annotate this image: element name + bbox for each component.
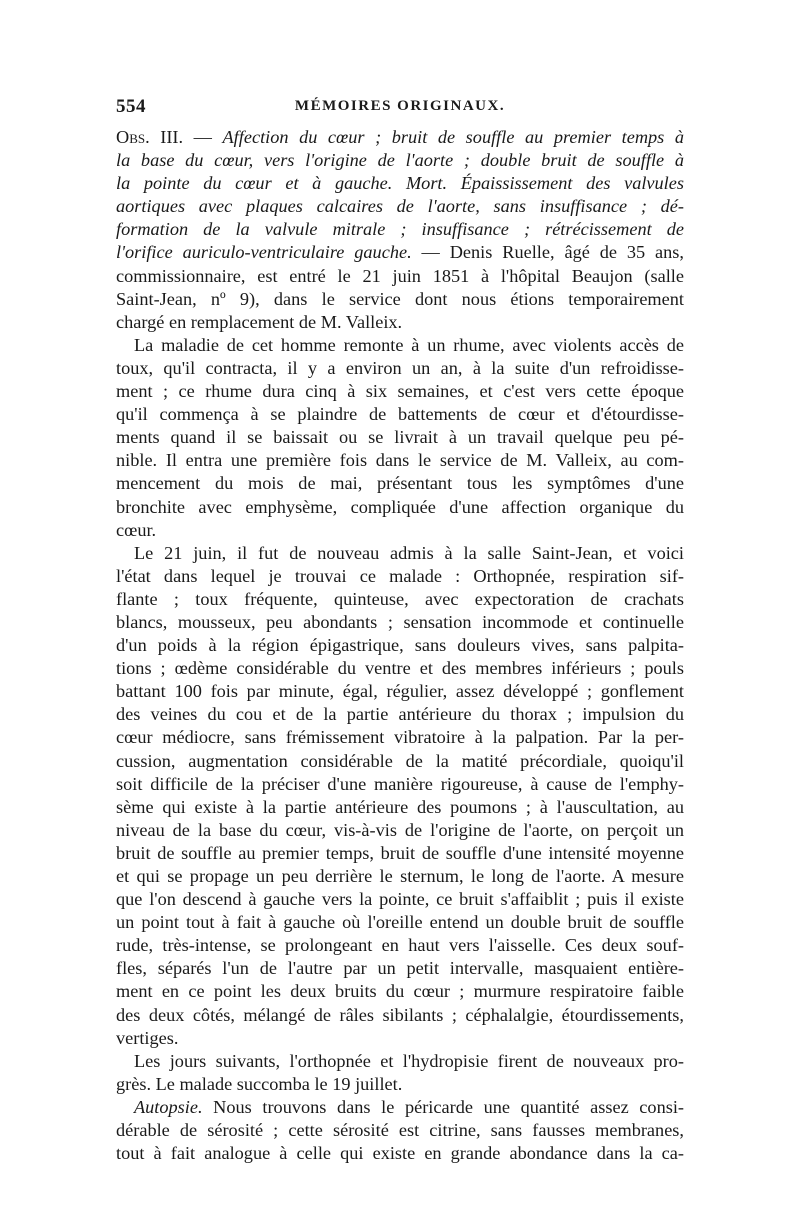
text-segment: commissionnaire, est entré le 21 juin 1851 à l'hôpital Beaujon (salle — [116, 265, 684, 286]
text-line — [116, 888, 684, 911]
text-line — [116, 519, 684, 542]
text-line — [116, 980, 684, 1003]
text-segment: Le 21 juin, il fut de nouveau admis à la salle Saint-Jean, et voici — [134, 542, 684, 563]
text-segment: tout à fait analogue à celle qui existe en grande abondance dans la ca- — [116, 1143, 684, 1164]
text-segment: blancs, mousseux, peu abondants ; sensation incommode et continuelle — [116, 611, 684, 632]
text-segment: toux, qu'il contracta, il y a environ un an, à la suite d'un refroidisse- — [116, 357, 684, 378]
text-segment: battant 100 fois par minute, égal, régulier, assez développé ; gonflement — [116, 681, 684, 702]
text-segment: chargé en remplacement de M. Valleix. — [116, 311, 403, 332]
text-line — [116, 542, 684, 565]
text-line — [116, 565, 684, 588]
text-line — [116, 380, 684, 403]
text-line — [116, 1073, 684, 1096]
text-segment: la pointe du cœur et à gauche. Mort. Épaississement des valvules — [116, 173, 684, 194]
text-line — [116, 472, 684, 495]
text-segment: l'orifice auriculo-ventriculaire gauche. — [116, 242, 422, 263]
text-segment: des deux côtés, mélangé de râles sibilants ; céphalalgie, étourdissements, — [116, 1004, 684, 1025]
text-line — [116, 957, 684, 980]
text-line — [116, 703, 684, 726]
text-segment: qu'il commença à se plaindre de battements de cœur et d'étourdisse- — [116, 404, 684, 425]
text-segment: Nous trouvons dans le péricarde une quantité assez consi- — [213, 1096, 684, 1117]
text-segment: Obs. III. — — [116, 127, 223, 147]
text-segment: sème qui existe à la partie antérieure des poumons ; à l'auscultation, au — [116, 796, 684, 817]
text-segment: — Denis Ruelle, âgé de 35 ans, — [421, 242, 684, 263]
text-line — [116, 657, 684, 680]
text-line — [116, 1050, 684, 1073]
text-segment: niveau de la base du cœur, vis-à-vis de l'origine de l'aorte, on perçoit un — [116, 819, 684, 840]
text-line — [116, 680, 684, 703]
text-segment: La maladie de cet homme remonte à un rhume, avec violents accès de — [134, 334, 684, 355]
text-line — [116, 241, 684, 264]
text-segment: mencement du mois de mai, présentant tous les symptômes d'une — [116, 473, 684, 494]
text-segment: cussion, augmentation considérable de la matité précordiale, quoiqu'il — [116, 750, 684, 771]
text-line — [116, 265, 684, 288]
text-segment: la base du cœur, vers l'origine de l'aorte ; double bruit de souffle à — [116, 150, 684, 171]
text-line — [116, 773, 684, 796]
text-segment: grès. Le malade succomba le 19 juillet. — [116, 1073, 403, 1094]
text-line — [116, 1119, 684, 1142]
text-line — [116, 357, 684, 380]
text-segment: et qui se propage un peu derrière le sternum, le long de l'aorte. A mesure — [116, 866, 684, 886]
text-line — [116, 149, 684, 172]
text-line — [116, 634, 684, 657]
text-segment: aortiques avec plaques calcaires de l'aorte, sans insuffisance ; dé- — [116, 196, 684, 217]
text-line — [116, 1096, 684, 1119]
text-segment: Saint-Jean, nº 9), dans le service dont nous étions temporairement — [116, 288, 684, 309]
text-segment: un point tout à fait à gauche où l'oreille entend un double bruit de souffle — [116, 912, 684, 933]
text-segment: rude, très-intense, se prolongeant en haut vers l'aisselle. Ces deux souf- — [116, 935, 684, 956]
text-segment: bronchite avec emphysème, compliquée d'une affection organique du — [116, 496, 684, 517]
text-segment: soit difficile de la préciser d'une manière rigoureuse, à cause de l'emphy- — [116, 773, 684, 794]
text-line — [116, 911, 684, 934]
text-line — [116, 449, 684, 472]
text-segment: cœur médiocre, sans frémissement vibratoire à la palpation. Par la per- — [116, 727, 684, 748]
text-line — [116, 611, 684, 634]
body-text — [116, 126, 684, 1165]
text-line — [116, 218, 684, 241]
text-line — [116, 1004, 684, 1027]
text-line — [116, 403, 684, 426]
text-line — [116, 934, 684, 957]
text-segment: vertiges. — [116, 1027, 179, 1048]
text-line — [116, 796, 684, 819]
page-header — [116, 96, 684, 124]
text-segment: ments quand il se baissait ou se livrait à un travail quelque peu pé- — [116, 427, 684, 448]
text-line — [116, 311, 684, 334]
text-segment: d'un poids à la région épigastrique, sans douleurs vives, sans palpita- — [116, 635, 684, 656]
text-segment: ment en ce point les deux bruits du cœur ; murmure respiratoire faible — [116, 981, 684, 1002]
text-line — [116, 588, 684, 611]
text-segment: formation de la valvule mitrale ; insuffisance ; rétrécissement de — [116, 219, 684, 240]
text-segment: dérable de sérosité ; cette sérosité est citrine, sans fausses membranes, — [116, 1120, 684, 1141]
text-segment: l'état dans lequel je trouvai ce malade : Orthopnée, respiration sif- — [116, 565, 684, 586]
text-line — [116, 334, 684, 357]
text-segment: flante ; toux fréquente, quinteuse, avec expectoration de crachats — [116, 588, 684, 609]
text-line — [116, 1027, 684, 1050]
text-line — [116, 726, 684, 749]
text-segment: des veines du cou et de la partie antérieure du thorax ; impulsion du — [116, 704, 684, 725]
text-line — [116, 426, 684, 449]
text-segment: nible. Il entra une première fois dans le service de M. Valleix, au com- — [116, 450, 684, 471]
text-line — [116, 750, 684, 773]
text-segment: que l'on descend à gauche vers la pointe, ce bruit s'affaiblit ; puis il existe — [116, 889, 684, 910]
text-segment: bruit de souffle au premier temps, bruit de souffle d'une intensité moyenne — [116, 842, 684, 863]
text-segment: Les jours suivants, l'orthopnée et l'hydropisie firent de nouveaux pro- — [134, 1050, 684, 1071]
text-line — [116, 496, 684, 519]
text-line — [116, 1142, 684, 1165]
text-line — [116, 842, 684, 865]
page-number: 554 — [116, 96, 146, 117]
text-line — [116, 819, 684, 842]
text-segment: fles, séparés l'un de l'autre par un petit intervalle, masquaient entière- — [116, 958, 684, 979]
text-segment: Autopsie. — [134, 1096, 214, 1117]
text-line — [116, 195, 684, 218]
running-title: MÉMOIRES ORIGINAUX. — [294, 98, 506, 114]
text-line — [116, 865, 684, 888]
text-segment: ment ; ce rhume dura cinq à six semaines, et c'est vers cette époque — [116, 381, 684, 402]
text-line — [116, 288, 684, 311]
text-line — [116, 172, 684, 195]
text-segment: cœur. — [116, 519, 157, 540]
text-segment: tions ; œdème considérable du ventre et des membres inférieurs ; pouls — [116, 658, 684, 679]
text-line — [116, 126, 684, 149]
text-segment: Affection du cœur ; bruit de souffle au premier temps à — [222, 127, 684, 147]
